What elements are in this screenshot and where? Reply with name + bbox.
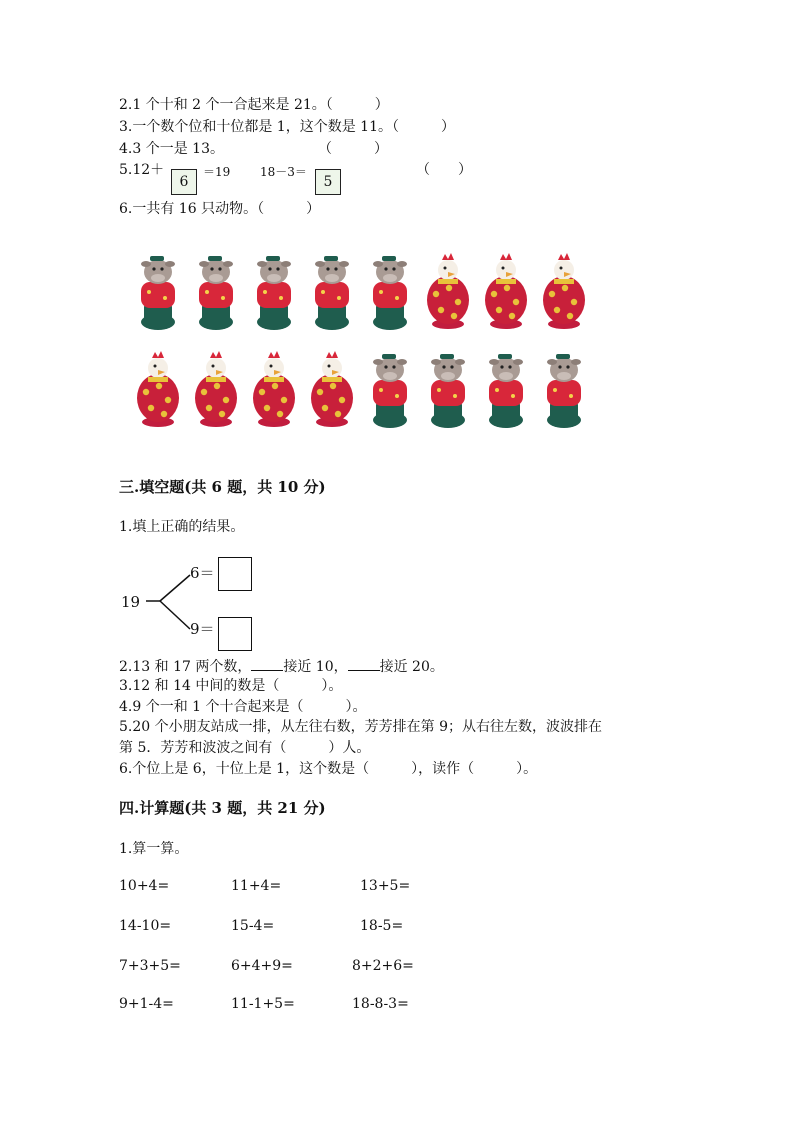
s3-q5-line2: 第 5．芳芳和波波之间有（ ）人。 xyxy=(119,740,371,756)
rooster-figure xyxy=(543,253,585,329)
rooster-figure xyxy=(427,253,469,329)
calc-r4-c1: 9+1-4= xyxy=(119,996,174,1012)
s3-q2-blank-2[interactable] xyxy=(348,656,380,671)
s3-q1: 1.填上正确的结果。 xyxy=(119,519,245,535)
bond-answer-box-top[interactable] xyxy=(218,557,252,591)
calc-r3-c3: 8+2+6= xyxy=(352,958,414,974)
rooster-figure xyxy=(311,351,353,427)
dog-figure xyxy=(141,256,175,330)
calc-r2-c1: 14-10= xyxy=(119,918,172,934)
dog-figure xyxy=(199,256,233,330)
s3-q3: 3.12 和 14 中间的数是（ ）。 xyxy=(119,678,343,694)
dog-figure xyxy=(373,256,407,330)
rooster-figure xyxy=(253,351,295,427)
dog-figure xyxy=(373,354,407,428)
rooster-figure xyxy=(195,351,237,427)
bond-branch-top xyxy=(160,575,190,601)
calc-r1-c3: 13+5= xyxy=(360,878,411,894)
calc-r1-c1: 10+4= xyxy=(119,878,170,894)
q5-answer-box-1: 6 xyxy=(171,169,197,195)
s3-q6: 6.个位上是 6，十位上是 1，这个数是（ ），读作（ ）。 xyxy=(119,761,538,777)
q5-eq1: ＝19 xyxy=(203,165,231,179)
animals-picture xyxy=(128,250,598,440)
calc-r4-c3: 18-8-3= xyxy=(352,996,409,1012)
s3-q2-part-b: 接近 10， xyxy=(283,659,348,675)
judge-q4-paren: （ ） xyxy=(318,141,388,157)
judge-q5-prefix: 5.12＋ xyxy=(119,162,165,178)
section3-title: 三.填空题(共 6 题，共 10 分) xyxy=(119,478,326,496)
dog-figure xyxy=(257,256,291,330)
s3-q5-line1: 5.20 个小朋友站成一排，从左往右数，芳芳排在第 9；从右往左数，波波排在 xyxy=(119,719,602,735)
q5-answer-box-2: 5 xyxy=(315,169,341,195)
bond-bottom-label: 9＝ xyxy=(190,620,215,638)
bond-total: 19 xyxy=(121,593,141,611)
calc-r1-c2: 11+4= xyxy=(231,878,282,894)
s4-q1: 1.算一算。 xyxy=(119,841,189,857)
calc-r2-c2: 15-4= xyxy=(231,918,275,934)
judge-q2: 2.1 个十和 2 个一合起来是 21。（ ） xyxy=(119,97,389,113)
dog-figure xyxy=(431,354,465,428)
calc-r3-c2: 6+4+9= xyxy=(231,958,293,974)
calc-r2-c3: 18-5= xyxy=(360,918,404,934)
s3-q2-blank-1[interactable] xyxy=(251,656,283,671)
section4-title: 四.计算题(共 3 题，共 21 分) xyxy=(119,799,326,817)
judge-q3: 3.一个数个位和十位都是 1，这个数是 11。（ ） xyxy=(119,119,455,135)
judge-q5-paren: （ ） xyxy=(416,162,472,178)
s3-q2-part-a: 2.13 和 17 两个数， xyxy=(119,659,252,675)
s3-q4: 4.9 个一和 1 个十合起来是（ ）。 xyxy=(119,699,367,715)
rooster-figure xyxy=(137,351,179,427)
dog-figure xyxy=(489,354,523,428)
bond-branch-bottom xyxy=(160,601,190,629)
judge-q6: 6.一共有 16 只动物。（ ） xyxy=(119,201,321,217)
bond-answer-box-bottom[interactable] xyxy=(218,617,252,651)
q5-mid: 18－3＝ xyxy=(260,165,307,179)
judge-q4: 4.3 个一是 13。 xyxy=(119,141,224,157)
dog-figure xyxy=(547,354,581,428)
s3-q2 xyxy=(119,656,444,676)
calc-r4-c2: 11-1+5= xyxy=(231,996,295,1012)
dog-figure xyxy=(315,256,349,330)
calc-r3-c1: 7+3+5= xyxy=(119,958,181,974)
rooster-figure xyxy=(485,253,527,329)
bond-top-label: 6＝ xyxy=(190,564,215,582)
s3-q2-part-c: 接近 20。 xyxy=(379,659,444,675)
